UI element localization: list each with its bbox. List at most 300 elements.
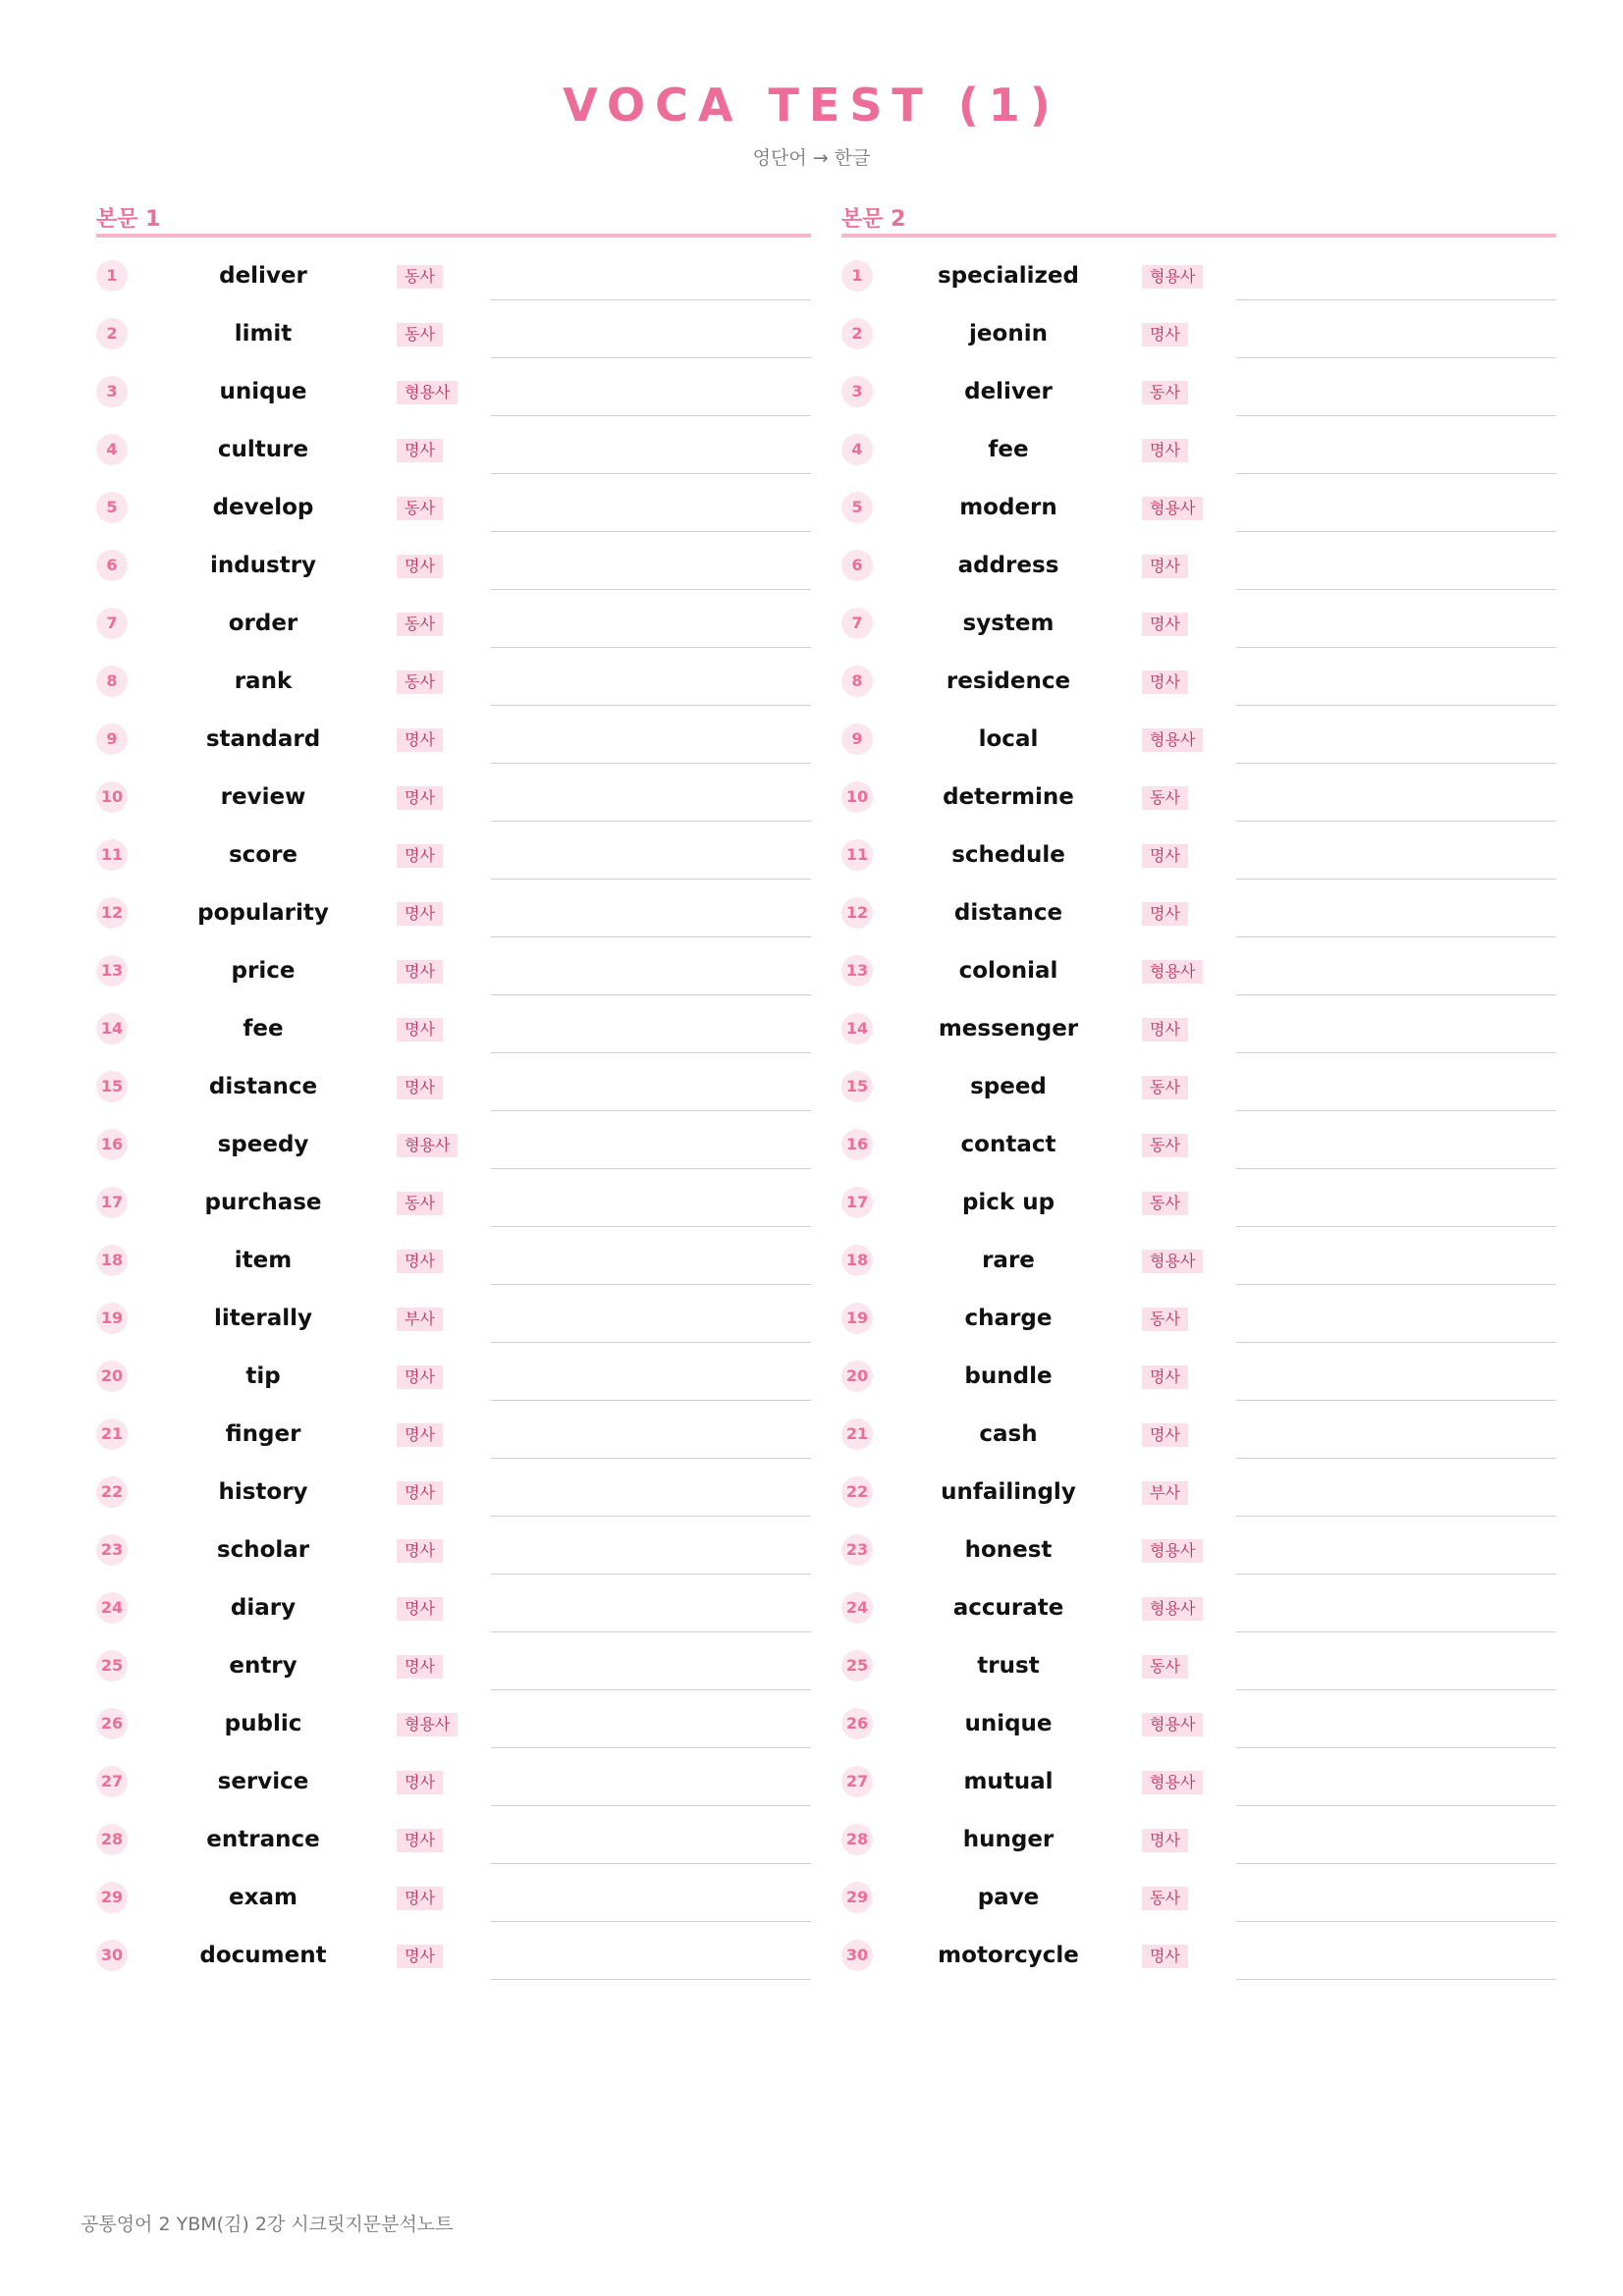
answer-line[interactable]: [1236, 299, 1556, 300]
vocab-word: limit: [234, 321, 293, 347]
vocab-word: specialized: [937, 263, 1079, 289]
part-of-speech-badge: 동사: [1142, 381, 1188, 404]
part-of-speech-badge: 형용사: [1142, 497, 1203, 520]
item-number: 9: [96, 723, 128, 755]
item-number: 18: [96, 1245, 128, 1276]
item-number: 10: [96, 781, 128, 813]
vocab-word: service: [217, 1769, 309, 1794]
part-of-speech-badge: 동사: [1142, 1308, 1188, 1331]
answer-line[interactable]: [1236, 531, 1556, 532]
vocab-word: rank: [234, 668, 293, 694]
item-number: 3: [96, 376, 128, 407]
vocab-word: distance: [208, 1074, 318, 1099]
vocab-word: diary: [230, 1595, 297, 1621]
vocab-word: contact: [960, 1132, 1056, 1157]
part-of-speech-badge: 명사: [397, 1250, 443, 1273]
vocab-word: rare: [982, 1248, 1035, 1273]
item-number: 11: [841, 839, 873, 871]
answer-line[interactable]: [491, 1516, 811, 1517]
item-number: 15: [96, 1071, 128, 1102]
answer-line[interactable]: [1236, 1921, 1556, 1922]
vocab-row: [96, 475, 811, 533]
item-number: 16: [841, 1129, 873, 1160]
vocab-word: literally: [214, 1306, 312, 1331]
item-number: 27: [841, 1766, 873, 1797]
answer-line[interactable]: [1236, 1574, 1556, 1575]
vocab-list: [96, 243, 811, 1981]
answer-line[interactable]: [1236, 1747, 1556, 1748]
part-of-speech-badge: 명사: [1142, 1945, 1188, 1968]
answer-line[interactable]: [1236, 1052, 1556, 1053]
vocab-row: [96, 649, 811, 707]
vocab-word: document: [199, 1943, 327, 1968]
part-of-speech-badge: 형용사: [1142, 1597, 1203, 1621]
answer-line[interactable]: [1236, 473, 1556, 474]
item-number: 30: [96, 1940, 128, 1971]
vocab-word: history: [218, 1479, 308, 1505]
part-of-speech-badge: 명사: [397, 728, 443, 752]
vocab-row: [841, 823, 1556, 881]
vocab-row: [841, 938, 1556, 996]
vocab-word: mutual: [963, 1769, 1054, 1794]
answer-line[interactable]: [491, 473, 811, 474]
vocab-row: [841, 1633, 1556, 1691]
part-of-speech-badge: 명사: [1142, 844, 1188, 868]
item-number: 22: [96, 1476, 128, 1508]
answer-line[interactable]: [491, 589, 811, 590]
item-number: 13: [96, 955, 128, 987]
answer-line[interactable]: [491, 936, 811, 937]
vocab-row: [841, 1228, 1556, 1286]
part-of-speech-badge: 동사: [1142, 1192, 1188, 1215]
vocab-word: unique: [219, 379, 307, 404]
vocab-word: culture: [217, 437, 309, 462]
vocab-row: [96, 765, 811, 823]
part-of-speech-badge: 부사: [1142, 1481, 1188, 1505]
item-number: 1: [96, 260, 128, 292]
answer-line[interactable]: [1236, 1226, 1556, 1227]
answer-line[interactable]: [1236, 1342, 1556, 1343]
vocab-word: entry: [229, 1653, 298, 1679]
vocab-word: colonial: [958, 958, 1058, 984]
item-number: 19: [841, 1303, 873, 1334]
item-number: 4: [841, 434, 873, 465]
vocab-word: deliver: [219, 263, 307, 289]
answer-line[interactable]: [491, 705, 811, 706]
vocab-row: [96, 1749, 811, 1807]
part-of-speech-badge: 동사: [397, 613, 443, 636]
item-number: 3: [841, 376, 873, 407]
part-of-speech-badge: 명사: [397, 1597, 443, 1621]
vocab-row: [96, 881, 811, 938]
answer-line[interactable]: [491, 1284, 811, 1285]
part-of-speech-badge: 형용사: [1142, 265, 1203, 289]
answer-line[interactable]: [491, 1458, 811, 1459]
answer-line[interactable]: [1236, 879, 1556, 880]
item-number: 25: [841, 1650, 873, 1682]
item-number: 19: [96, 1303, 128, 1334]
vocab-row: [96, 359, 811, 417]
answer-line[interactable]: [1236, 1400, 1556, 1401]
item-number: 23: [841, 1534, 873, 1566]
item-number: 12: [96, 897, 128, 929]
answer-line[interactable]: [491, 1110, 811, 1111]
part-of-speech-badge: 명사: [397, 1887, 443, 1910]
part-of-speech-badge: 명사: [397, 1829, 443, 1852]
item-number: 20: [96, 1361, 128, 1392]
answer-line[interactable]: [1236, 936, 1556, 937]
item-number: 2: [841, 318, 873, 349]
item-number: 21: [841, 1418, 873, 1450]
vocab-word: determine: [943, 784, 1074, 810]
vocab-row: [96, 938, 811, 996]
answer-line[interactable]: [491, 1979, 811, 1980]
answer-line[interactable]: [1236, 705, 1556, 706]
part-of-speech-badge: 명사: [1142, 555, 1188, 578]
item-number: 21: [96, 1418, 128, 1450]
answer-line[interactable]: [1236, 1863, 1556, 1864]
vocab-row: [96, 823, 811, 881]
vocab-word: item: [234, 1248, 293, 1273]
answer-line[interactable]: [491, 1747, 811, 1748]
vocab-word: modern: [959, 495, 1057, 520]
vocab-word: tip: [245, 1363, 281, 1389]
item-number: 23: [96, 1534, 128, 1566]
vocab-row: [841, 243, 1556, 301]
answer-line[interactable]: [1236, 1689, 1556, 1690]
part-of-speech-badge: 동사: [397, 497, 443, 520]
part-of-speech-badge: 동사: [397, 1192, 443, 1215]
vocab-row: [96, 1286, 811, 1344]
vocab-row: [96, 533, 811, 591]
page-title: VOCA TEST (1): [563, 79, 1060, 132]
vocab-row: [96, 1054, 811, 1112]
part-of-speech-badge: 형용사: [1142, 1771, 1203, 1794]
part-of-speech-badge: 형용사: [1142, 728, 1203, 752]
item-number: 5: [96, 492, 128, 523]
vocab-row: [96, 1807, 811, 1865]
vocab-word: unique: [964, 1711, 1053, 1736]
part-of-speech-badge: 명사: [397, 1771, 443, 1794]
item-number: 25: [96, 1650, 128, 1682]
item-number: 12: [841, 897, 873, 929]
vocab-row: [841, 996, 1556, 1054]
vocab-word: standard: [205, 726, 321, 752]
vocab-word: scholar: [216, 1537, 310, 1563]
vocab-word: cash: [979, 1421, 1038, 1447]
column-heading: 본문 1: [96, 196, 811, 238]
item-number: 7: [96, 608, 128, 639]
vocab-row: [841, 1518, 1556, 1575]
answer-line[interactable]: [491, 299, 811, 300]
item-number: 29: [841, 1882, 873, 1913]
answer-line[interactable]: [491, 1574, 811, 1575]
vocab-word: industry: [209, 553, 317, 578]
vocab-word: schedule: [951, 842, 1065, 868]
answer-line[interactable]: [1236, 1458, 1556, 1459]
item-number: 6: [96, 550, 128, 581]
part-of-speech-badge: 명사: [1142, 902, 1188, 926]
answer-line[interactable]: [1236, 1110, 1556, 1111]
vocab-list: [841, 243, 1556, 1981]
answer-line[interactable]: [491, 647, 811, 648]
vocab-word: jeonin: [969, 321, 1048, 347]
item-number: 26: [841, 1708, 873, 1739]
vocab-word: popularity: [197, 900, 329, 926]
vocab-word: charge: [964, 1306, 1053, 1331]
item-number: 17: [96, 1187, 128, 1218]
item-number: 14: [841, 1013, 873, 1044]
vocab-row: [841, 591, 1556, 649]
vocab-column-1: [96, 196, 811, 1981]
vocab-word: purchase: [204, 1190, 322, 1215]
vocab-word: honest: [964, 1537, 1053, 1563]
part-of-speech-badge: 명사: [397, 1423, 443, 1447]
answer-line[interactable]: [491, 531, 811, 532]
item-number: 28: [96, 1824, 128, 1855]
answer-line[interactable]: [491, 763, 811, 764]
vocab-word: public: [224, 1711, 302, 1736]
vocab-word: price: [231, 958, 296, 984]
item-number: 26: [96, 1708, 128, 1739]
answer-line[interactable]: [491, 1400, 811, 1401]
part-of-speech-badge: 명사: [397, 555, 443, 578]
vocab-word: speedy: [217, 1132, 309, 1157]
answer-line[interactable]: [1236, 994, 1556, 995]
part-of-speech-badge: 동사: [397, 265, 443, 289]
vocab-word: score: [228, 842, 298, 868]
item-number: 28: [841, 1824, 873, 1855]
vocab-row: [96, 591, 811, 649]
answer-line[interactable]: [1236, 1168, 1556, 1169]
vocab-row: [96, 1402, 811, 1460]
vocab-row: [841, 417, 1556, 475]
answer-line[interactable]: [491, 415, 811, 416]
vocab-row: [96, 1518, 811, 1575]
vocab-row: [96, 1228, 811, 1286]
item-number: 22: [841, 1476, 873, 1508]
vocab-row: [841, 1865, 1556, 1923]
item-number: 24: [841, 1592, 873, 1624]
answer-line[interactable]: [491, 1805, 811, 1806]
part-of-speech-badge: 명사: [1142, 1423, 1188, 1447]
item-number: 10: [841, 781, 873, 813]
vocab-row: [841, 1691, 1556, 1749]
vocab-word: system: [962, 611, 1055, 636]
vocab-row: [96, 1865, 811, 1923]
part-of-speech-badge: 명사: [1142, 323, 1188, 347]
answer-line[interactable]: [1236, 763, 1556, 764]
part-of-speech-badge: 동사: [397, 323, 443, 347]
part-of-speech-badge: 명사: [397, 1945, 443, 1968]
answer-line[interactable]: [491, 994, 811, 995]
vocab-word: review: [220, 784, 306, 810]
part-of-speech-badge: 형용사: [1142, 1250, 1203, 1273]
answer-line[interactable]: [491, 357, 811, 358]
vocab-word: trust: [977, 1653, 1040, 1679]
part-of-speech-badge: 명사: [397, 1539, 443, 1563]
part-of-speech-badge: 명사: [397, 1481, 443, 1505]
vocab-row: [841, 1286, 1556, 1344]
part-of-speech-badge: 명사: [397, 786, 443, 810]
part-of-speech-badge: 동사: [1142, 1076, 1188, 1099]
answer-line[interactable]: [491, 879, 811, 880]
part-of-speech-badge: 명사: [397, 960, 443, 984]
vocab-row: [96, 1691, 811, 1749]
vocab-row: [841, 649, 1556, 707]
item-number: 9: [841, 723, 873, 755]
part-of-speech-badge: 형용사: [397, 381, 458, 404]
part-of-speech-badge: 명사: [1142, 670, 1188, 694]
answer-line[interactable]: [491, 1863, 811, 1864]
part-of-speech-badge: 명사: [1142, 439, 1188, 462]
part-of-speech-badge: 동사: [1142, 1655, 1188, 1679]
vocab-word: unfailingly: [941, 1479, 1076, 1505]
item-number: 8: [841, 666, 873, 697]
vocab-row: [96, 996, 811, 1054]
vocab-row: [96, 1112, 811, 1170]
vocab-row: [841, 1460, 1556, 1518]
vocab-row: [841, 1575, 1556, 1633]
answer-line[interactable]: [491, 1631, 811, 1632]
vocab-row: [841, 1344, 1556, 1402]
answer-line[interactable]: [1236, 1979, 1556, 1980]
answer-line[interactable]: [491, 1921, 811, 1922]
item-number: 24: [96, 1592, 128, 1624]
vocab-word: messenger: [938, 1016, 1079, 1041]
page-subtitle: 영단어 → 한글: [752, 147, 871, 169]
item-number: 5: [841, 492, 873, 523]
vocab-word: fee: [988, 437, 1029, 462]
vocab-row: [841, 1807, 1556, 1865]
vocab-word: exam: [229, 1885, 298, 1910]
vocab-row: [96, 243, 811, 301]
item-number: 11: [96, 839, 128, 871]
vocab-word: pave: [977, 1885, 1040, 1910]
vocab-row: [96, 707, 811, 765]
vocab-row: [96, 1575, 811, 1633]
vocab-row: [841, 1923, 1556, 1981]
vocab-word: finger: [225, 1421, 301, 1447]
vocab-word: deliver: [964, 379, 1053, 404]
answer-line[interactable]: [1236, 415, 1556, 416]
part-of-speech-badge: 형용사: [1142, 1713, 1203, 1736]
answer-line[interactable]: [1236, 647, 1556, 648]
item-number: 7: [841, 608, 873, 639]
vocab-row: [96, 1170, 811, 1228]
part-of-speech-badge: 형용사: [397, 1134, 458, 1157]
part-of-speech-badge: 형용사: [397, 1713, 458, 1736]
vocab-row: [96, 417, 811, 475]
vocab-word: accurate: [952, 1595, 1064, 1621]
vocab-word: bundle: [964, 1363, 1053, 1389]
part-of-speech-badge: 명사: [397, 1365, 443, 1389]
part-of-speech-badge: 형용사: [1142, 960, 1203, 984]
answer-line[interactable]: [491, 1052, 811, 1053]
vocab-row: [96, 1344, 811, 1402]
part-of-speech-badge: 명사: [397, 439, 443, 462]
item-number: 30: [841, 1940, 873, 1971]
item-number: 2: [96, 318, 128, 349]
vocab-row: [841, 301, 1556, 359]
item-number: 6: [841, 550, 873, 581]
vocab-word: address: [957, 553, 1059, 578]
vocab-row: [841, 1112, 1556, 1170]
vocab-word: residence: [946, 668, 1071, 694]
answer-line[interactable]: [1236, 821, 1556, 822]
vocab-row: [96, 1923, 811, 1981]
part-of-speech-badge: 명사: [397, 1018, 443, 1041]
vocab-row: [841, 1170, 1556, 1228]
item-number: 18: [841, 1245, 873, 1276]
footer-text: 공통영어 2 YBM(김) 2강 시크릿지문분석노트: [81, 2214, 454, 2235]
vocab-row: [841, 1402, 1556, 1460]
vocab-row: [841, 765, 1556, 823]
vocab-row: [841, 533, 1556, 591]
item-number: 17: [841, 1187, 873, 1218]
vocab-word: motorcycle: [938, 1943, 1079, 1968]
part-of-speech-badge: 동사: [397, 670, 443, 694]
item-number: 15: [841, 1071, 873, 1102]
vocab-row: [96, 301, 811, 359]
part-of-speech-badge: 명사: [397, 844, 443, 868]
vocab-row: [841, 1749, 1556, 1807]
part-of-speech-badge: 명사: [1142, 1365, 1188, 1389]
item-number: 8: [96, 666, 128, 697]
vocab-word: pick up: [961, 1190, 1055, 1215]
vocab-row: [841, 1054, 1556, 1112]
answer-line[interactable]: [1236, 1284, 1556, 1285]
part-of-speech-badge: 동사: [1142, 1134, 1188, 1157]
part-of-speech-badge: 명사: [1142, 1829, 1188, 1852]
part-of-speech-badge: 명사: [397, 1655, 443, 1679]
answer-line[interactable]: [1236, 589, 1556, 590]
item-number: 27: [96, 1766, 128, 1797]
item-number: 29: [96, 1882, 128, 1913]
vocab-column-2: [841, 196, 1556, 1981]
answer-line[interactable]: [491, 1689, 811, 1690]
part-of-speech-badge: 명사: [1142, 1018, 1188, 1041]
answer-line[interactable]: [1236, 1631, 1556, 1632]
part-of-speech-badge: 부사: [397, 1308, 443, 1331]
part-of-speech-badge: 동사: [1142, 786, 1188, 810]
answer-line[interactable]: [1236, 1516, 1556, 1517]
item-number: 20: [841, 1361, 873, 1392]
vocab-word: develop: [212, 495, 314, 520]
part-of-speech-badge: 명사: [397, 902, 443, 926]
part-of-speech-badge: 동사: [1142, 1887, 1188, 1910]
column-heading: 본문 2: [841, 196, 1556, 238]
answer-line[interactable]: [491, 1342, 811, 1343]
item-number: 16: [96, 1129, 128, 1160]
answer-line[interactable]: [491, 1226, 811, 1227]
vocab-word: order: [228, 611, 298, 636]
vocab-row: [841, 707, 1556, 765]
answer-line[interactable]: [491, 1168, 811, 1169]
vocab-word: hunger: [962, 1827, 1055, 1852]
part-of-speech-badge: 명사: [397, 1076, 443, 1099]
answer-line[interactable]: [1236, 1805, 1556, 1806]
answer-line[interactable]: [491, 821, 811, 822]
item-number: 1: [841, 260, 873, 292]
vocab-word: speed: [970, 1074, 1047, 1099]
vocab-row: [96, 1633, 811, 1691]
vocab-row: [96, 1460, 811, 1518]
part-of-speech-badge: 명사: [1142, 613, 1188, 636]
answer-line[interactable]: [1236, 357, 1556, 358]
vocab-word: local: [978, 726, 1039, 752]
item-number: 14: [96, 1013, 128, 1044]
